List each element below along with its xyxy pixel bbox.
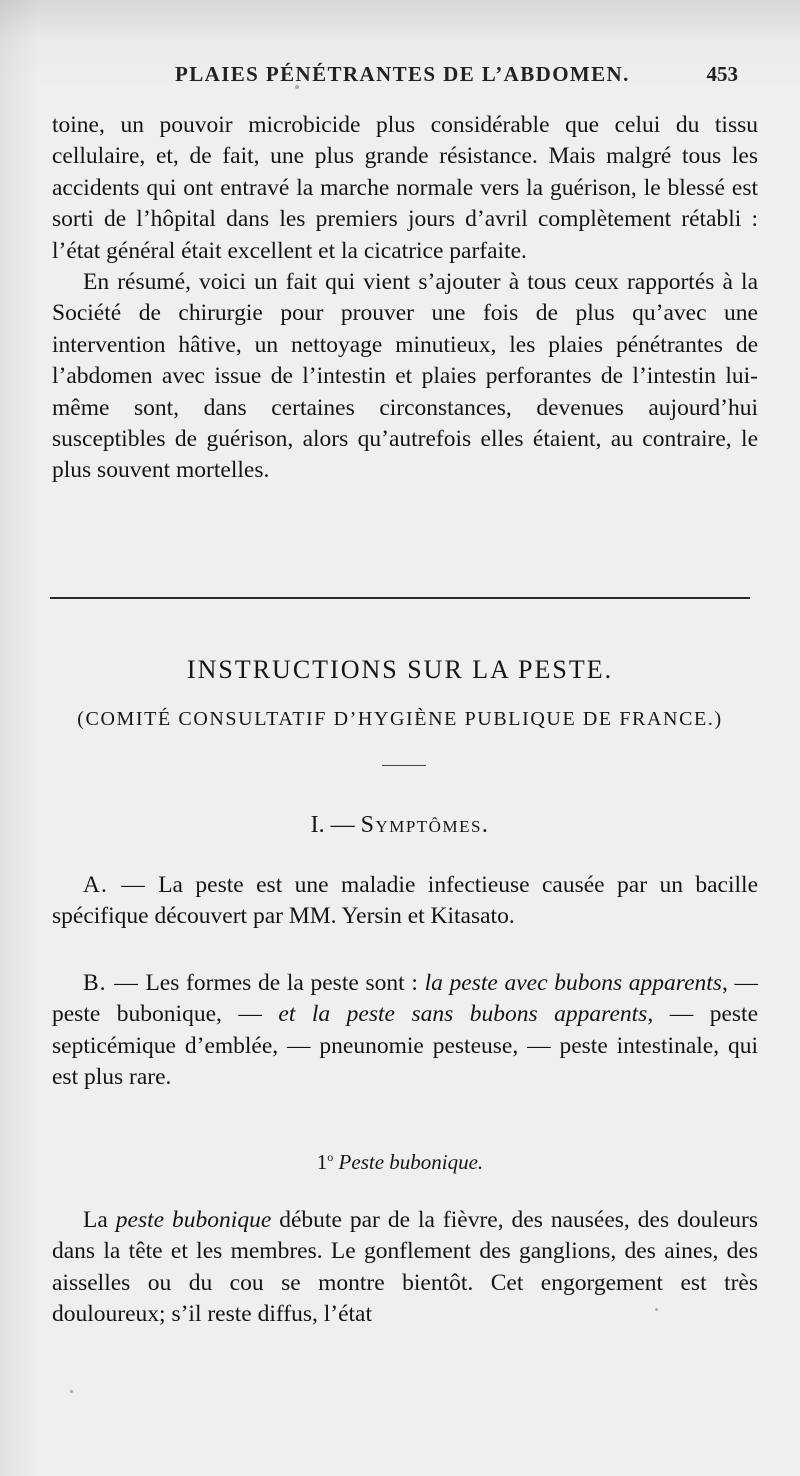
- paragraph-b-text-1: Les formes de la peste sont :: [145, 970, 418, 996]
- print-speck: [70, 1390, 73, 1393]
- subheading-label: Peste bubonique.: [338, 1150, 484, 1174]
- print-speck: [295, 85, 299, 89]
- paragraph-c-text: débute par de la fièvre, des nausées, des douleurs dans la tête et les membres. Le gonflement des ganglions, des aines, des aisselles ou du cou se montre bientôt. Cet engorgement est très douloureux; s’il reste diffus, l’état: [52, 1207, 759, 1328]
- paragraph-b-text-3: , — peste septicémique d’emblée, — pneunomie pesteuse, — peste intestinale, qui est plus rare.: [52, 1001, 759, 1091]
- paragraph-b-italic-1: la peste avec bubons apparents: [424, 970, 722, 996]
- short-divider-rule: [382, 765, 426, 766]
- paragraph-continuation: toine, un pouvoir microbicide plus considérable que celui du tissu cellulaire, et, de fait, une plus grande résistance. Mais malgré tous les accidents qui ont entravé la marche normale vers la guérison, le blessé est sorti de l’hôpital dans les premiers jours d’avril complètement rétabli : l’état général était excellent et la cicatrice parfaite.: [52, 112, 758, 264]
- page-number: 453: [706, 62, 738, 86]
- top-text-block: [52, 110, 758, 487]
- paragraph-c-italic: peste bubonique: [115, 1207, 272, 1233]
- paragraph-b-text-2: , — peste bubonique, —: [52, 970, 758, 1028]
- running-header: [0, 62, 800, 92]
- paragraph-a-text: La peste est une maladie infectieuse causée par un bacille spécifique découvert par MM. Yersin et Kitasato.: [52, 872, 759, 930]
- paragraph-summary: En résumé, voici un fait qui vient s’ajouter à tous ceux rapportés à la Société de chirurgie pour prouver une fois de plus qu’avec une intervention hâtive, un nettoyage minutieux, les plaies pénétrantes de l’abdomen avec issue de l’intestin et plaies perforantes de l’intestin lui-même sont, dans certaines circonstances, devenues aujourd’hui susceptibles de guérison, alors qu’autrefois elles étaient, au contraire, le plus souvent mortelles.: [52, 269, 758, 484]
- section-subtitle: (COMITÉ CONSULTATIF D’HYGIÈNE PUBLIQUE DE FRANCE.): [77, 708, 723, 730]
- paragraph-c-lead: La: [83, 1207, 108, 1233]
- paragraph-c: [52, 1205, 758, 1331]
- heading-number: I. —: [310, 812, 355, 838]
- running-title: PLAIES PÉNÉTRANTES DE L’ABDOMEN.: [175, 62, 630, 86]
- section-title: INSTRUCTIONS SUR LA PESTE.: [186, 655, 614, 684]
- paragraph-a: [52, 870, 758, 933]
- paragraph-b-block: [52, 968, 758, 1094]
- section-divider-rule: [50, 597, 750, 599]
- subheading-peste-bubonique: [0, 1150, 800, 1175]
- paragraph-a-block: [52, 870, 758, 933]
- print-speck: [655, 1308, 658, 1311]
- paragraph-c-block: [52, 1205, 758, 1331]
- paragraph-a-lead: A. —: [83, 872, 146, 898]
- heading-symptomes: [0, 812, 800, 839]
- paragraph-b: [52, 968, 758, 1094]
- paragraph-b-lead: B. —: [83, 970, 139, 996]
- subheading-ordinal: o: [327, 1150, 334, 1164]
- heading-label: Symptômes.: [360, 812, 490, 838]
- paragraph-b-italic-2: et la peste sans bubons apparents: [278, 1001, 648, 1028]
- subheading-number: 1: [316, 1150, 328, 1174]
